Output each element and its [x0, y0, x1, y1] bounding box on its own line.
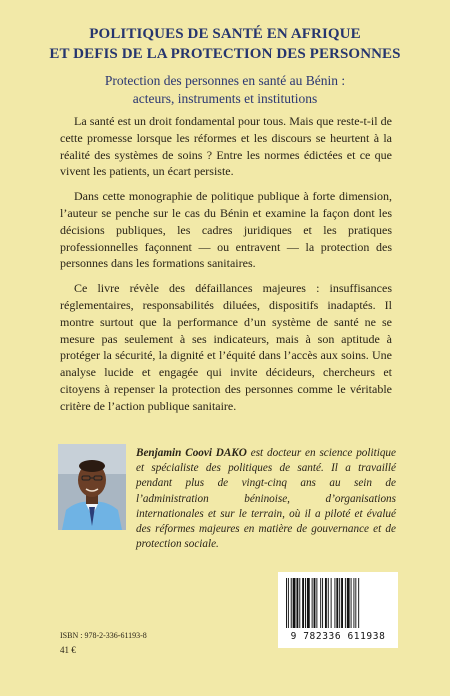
blurb-paragraph-1: La santé est un droit fondamental pour tous. Mais que reste-t-il de cette promesse lorsque les réformes et les discours se heurtent à la réalité des systèmes de soins ? Entre les normes édictées et ce que vivent les patients, un écart persiste. — [60, 114, 392, 179]
barcode — [278, 572, 398, 648]
blurb-paragraph-2: Dans cette monographie de politique publique à forte dimension, l’auteur se penche sur le cas du Bénin et examine la façon dont les décisions publiques, les cadres juridiques et les pratiques professionnelles façonnent — ou entravent — la protection des personnes dans les formations sanitaires. — [60, 189, 392, 271]
title-line-2: ET DEFIS DE LA PROTECTION DES PERSONNES — [49, 46, 401, 62]
author-bio — [136, 446, 396, 552]
price: 41 € — [60, 645, 76, 655]
isbn: ISBN : 978-2-336-61193-8 — [60, 631, 147, 640]
title-line-1: POLITIQUES DE SANTÉ EN AFRIQUE — [89, 26, 361, 42]
book-title — [0, 24, 450, 64]
subtitle-line-2: acteurs, instruments et institutions — [132, 91, 318, 106]
blurb-paragraph-3: Ce livre révèle des défaillances majeures : insuffisances réglementaires, responsabilités diluées, dispositifs inadaptés. Il montre surtout que la performance d’un système de santé ne se mesure pas seulement à ses indicateurs, mais à son aptitude à protéger la sécurité, la dignité et l’équité dans l’accès aux soins. Une analyse lucide et engagée qui invite décideurs, chercheurs et citoyens à repenser la protection des personnes comme le véritable critère de l’action publique sanitaire. — [60, 281, 392, 413]
book-subtitle — [0, 72, 450, 108]
author-portrait-icon — [58, 444, 126, 530]
author-photo — [58, 444, 126, 530]
barcode-bars-icon — [284, 578, 392, 632]
blurb — [60, 113, 392, 423]
author-name: Benjamin Coovi DAKO — [136, 447, 247, 459]
barcode-digits: 9 782336 611938 — [290, 631, 386, 642]
subtitle-line-1: Protection des personnes en santé au Bénin : — [104, 73, 346, 88]
author-bio-text: est docteur en science politique et spécialiste des politiques de santé. Il a travaillé pendant plus de vingt-cinq ans au sein de l’administration béninoise, d’organisations internationales et sur le terrain, où il a piloté et évalué des réformes majeures en matière de gouvernance et de protection sociale. — [136, 447, 396, 551]
